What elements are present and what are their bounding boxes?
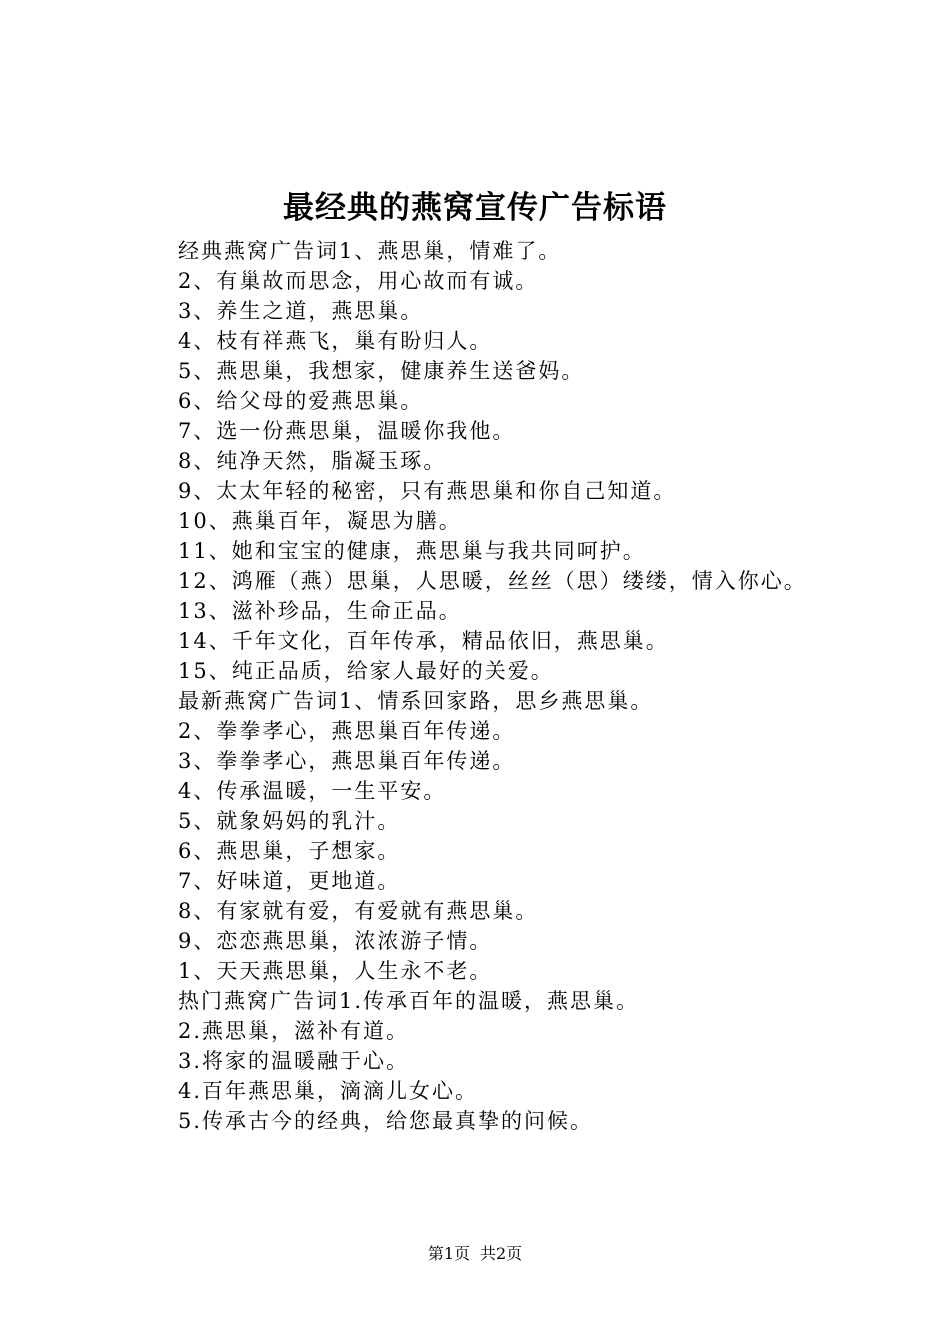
paragraph: 13、滋补珍品，生命正品。	[178, 599, 462, 623]
paragraph: 11、她和宝宝的健康，燕思巢与我共同呵护。	[178, 539, 646, 563]
paragraph: 4.百年燕思巢，滴滴儿女心。	[178, 1079, 479, 1103]
paragraph: 9、恋恋燕思巢，浓浓游子情。	[178, 929, 493, 953]
page-number: 第1页	[427, 1244, 470, 1263]
paragraph: 2.燕思巢，滋补有道。	[178, 1019, 410, 1043]
paragraph: 最新燕窝广告词1、情系回家路，思乡燕思巢。	[178, 689, 654, 713]
paragraph: 6、给父母的爱燕思巢。	[178, 389, 424, 413]
document-title: 最经典的燕窝宣传广告标语	[283, 190, 667, 226]
paragraph: 3、养生之道，燕思巢。	[178, 299, 424, 323]
paragraph: 7、好味道，更地道。	[178, 869, 401, 893]
paragraph: 7、选一份燕思巢，温暖你我他。	[178, 419, 516, 443]
paragraph: 5.传承古今的经典，给您最真挚的问候。	[178, 1109, 594, 1133]
paragraph: 12、鸿雁（燕）思巢，人思暖，丝丝（思）缕缕，情入你心。	[178, 569, 807, 593]
document-body	[130, 236, 836, 1136]
page-total: 共2页	[480, 1244, 523, 1263]
paragraph: 3.将家的温暖融于心。	[178, 1049, 410, 1073]
paragraph: 2、有巢故而思念，用心故而有诚。	[178, 269, 539, 293]
paragraph: 4、枝有祥燕飞，巢有盼归人。	[178, 329, 493, 353]
paragraph: 9、太太年轻的秘密，只有燕思巢和你自己知道。	[178, 479, 677, 503]
paragraph: 2、拳拳孝心，燕思巢百年传递。	[178, 719, 516, 743]
paragraph: 8、纯净天然，脂凝玉琢。	[178, 449, 447, 473]
paragraph: 6、燕思巢，子想家。	[178, 839, 401, 863]
page-footer	[0, 1242, 950, 1266]
paragraph: 4、传承温暖，一生平安。	[178, 779, 447, 803]
paragraph: 10、燕巢百年，凝思为膳。	[178, 509, 462, 533]
paragraph: 8、有家就有爱，有爱就有燕思巢。	[178, 899, 539, 923]
paragraph: 经典燕窝广告词1、燕思巢，情难了。	[178, 239, 562, 263]
paragraph: 5、燕思巢，我想家，健康养生送爸妈。	[178, 359, 585, 383]
paragraph: 3、拳拳孝心，燕思巢百年传递。	[178, 749, 516, 773]
paragraph: 5、就象妈妈的乳汁。	[178, 809, 401, 833]
paragraph: 14、千年文化，百年传承，精品依旧，燕思巢。	[178, 629, 669, 653]
paragraph: 热门燕窝广告词1.传承百年的温暖，燕思巢。	[178, 989, 640, 1013]
paragraph: 15、纯正品质，给家人最好的关爱。	[178, 659, 554, 683]
paragraph: 1、天天燕思巢，人生永不老。	[178, 959, 493, 983]
